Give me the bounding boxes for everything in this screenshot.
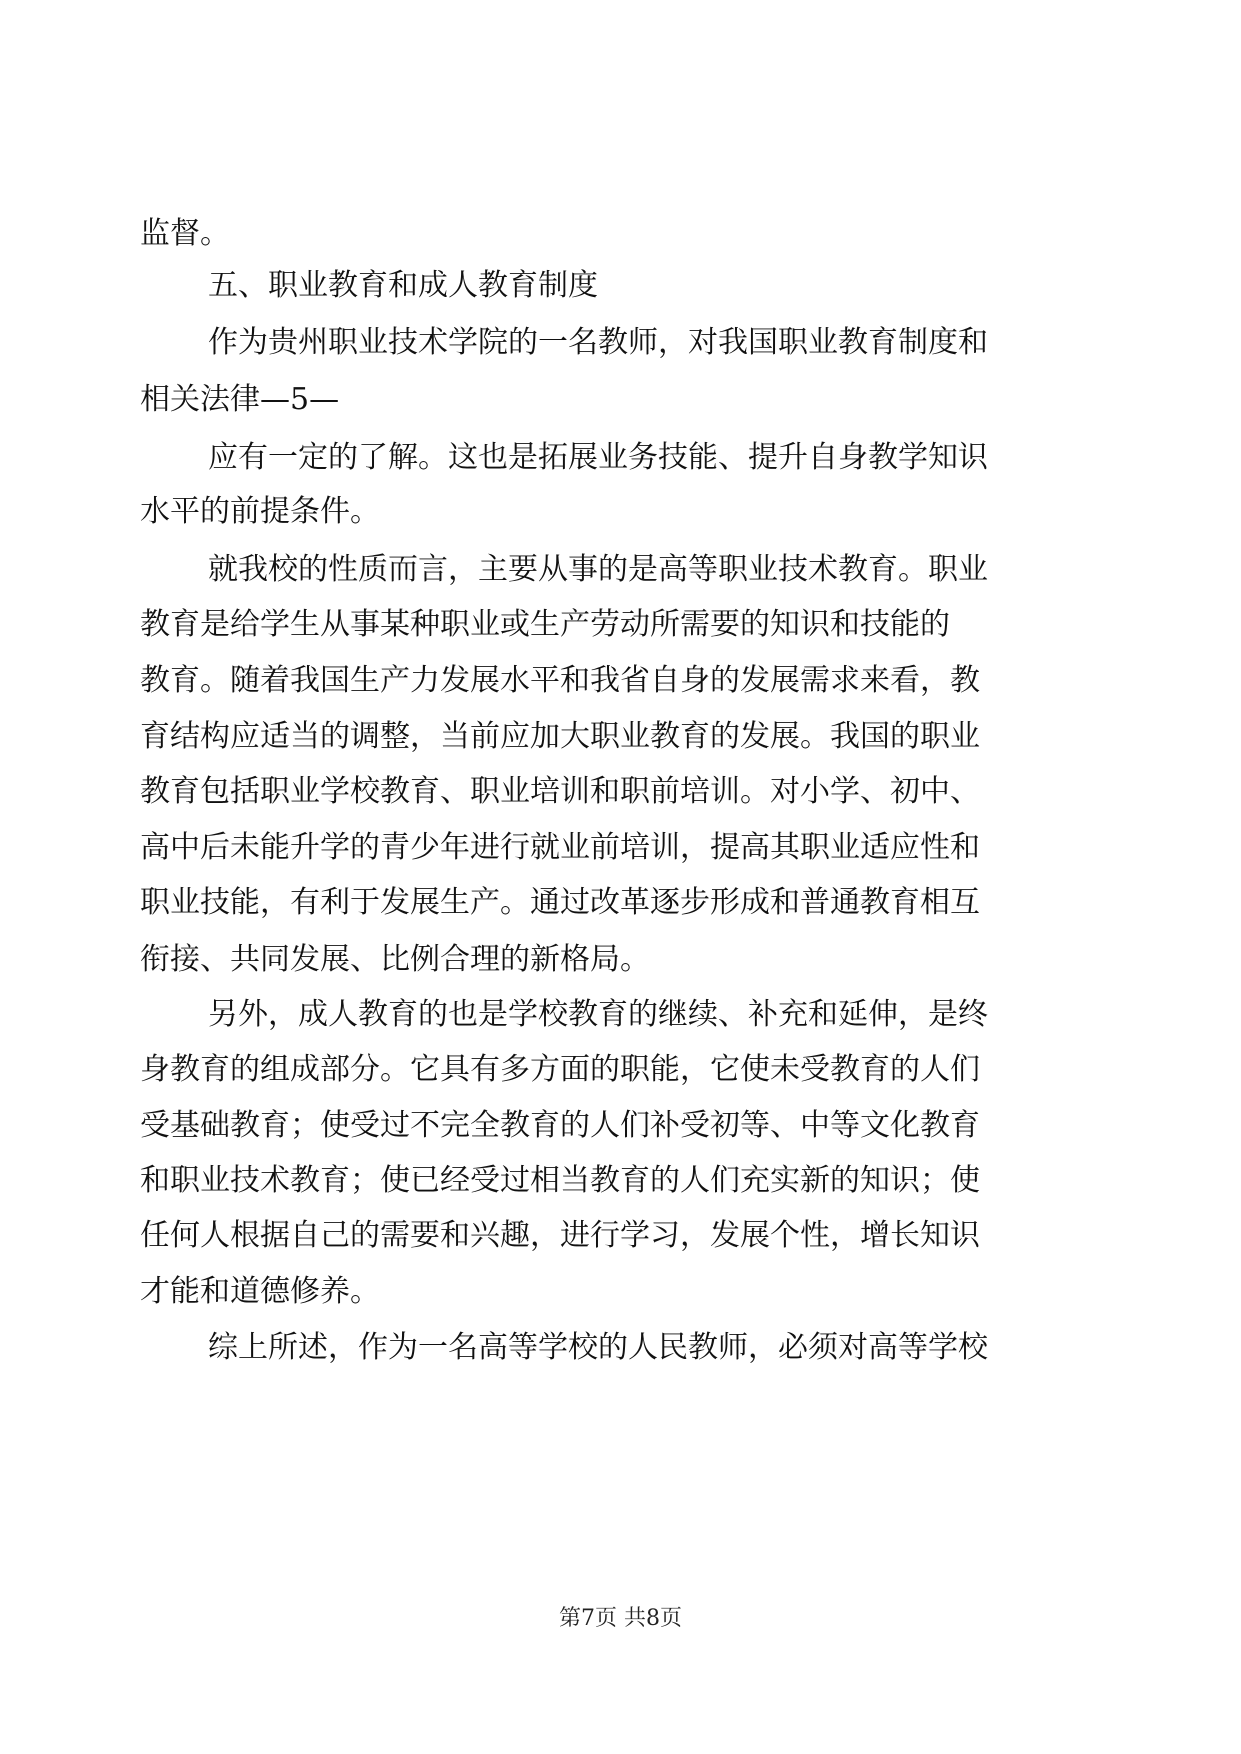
text-line: 和职业技术教育；使已经受过相当教育的人们充实新的知识；使 — [140, 1163, 980, 1198]
text-line: 监督。 — [140, 216, 230, 251]
text-line: 育结构应适当的调整，当前应加大职业教育的发展。我国的职业 — [140, 719, 980, 754]
text-line: 教育是给学生从事某种职业或生产劳动所需要的知识和技能的 — [140, 607, 950, 642]
page-number-footer: 第7页 共8页 — [559, 1606, 682, 1631]
text-line: 高中后未能升学的青少年进行就业前培训，提高其职业适应性和 — [140, 830, 980, 865]
text-line: 综上所述，作为一名高等学校的人民教师，必须对高等学校 — [208, 1330, 988, 1365]
text-line: 应有一定的了解。这也是拓展业务技能、提升自身教学知识 — [208, 440, 988, 475]
text-line: 另外，成人教育的也是学校教育的继续、补充和延伸，是终 — [208, 997, 988, 1032]
text-line: 衔接、共同发展、比例合理的新格局。 — [140, 942, 650, 977]
text-line: 任何人根据自己的需要和兴趣，进行学习，发展个性，增长知识 — [140, 1218, 980, 1253]
text-line: 职业技能，有利于发展生产。通过改革逐步形成和普通教育相互 — [140, 885, 980, 920]
text-line: 教育。随着我国生产力发展水平和我省自身的发展需求来看，教 — [140, 663, 980, 698]
text-line: 才能和道德修养。 — [140, 1274, 380, 1309]
text-line: 身教育的组成部分。它具有多方面的职能，它使未受教育的人们 — [140, 1052, 980, 1087]
section-heading: 五、职业教育和成人教育制度 — [208, 268, 598, 303]
text-line: 相关法律—5— — [140, 382, 340, 417]
text-line: 水平的前提条件。 — [140, 494, 380, 529]
text-line: 受基础教育；使受过不完全教育的人们补受初等、中等文化教育 — [140, 1108, 980, 1143]
text-line: 作为贵州职业技术学院的一名教师，对我国职业教育制度和 — [208, 325, 988, 360]
text-line: 就我校的性质而言，主要从事的是高等职业技术教育。职业 — [208, 552, 988, 587]
text-line: 教育包括职业学校教育、职业培训和职前培训。对小学、初中、 — [140, 774, 980, 809]
